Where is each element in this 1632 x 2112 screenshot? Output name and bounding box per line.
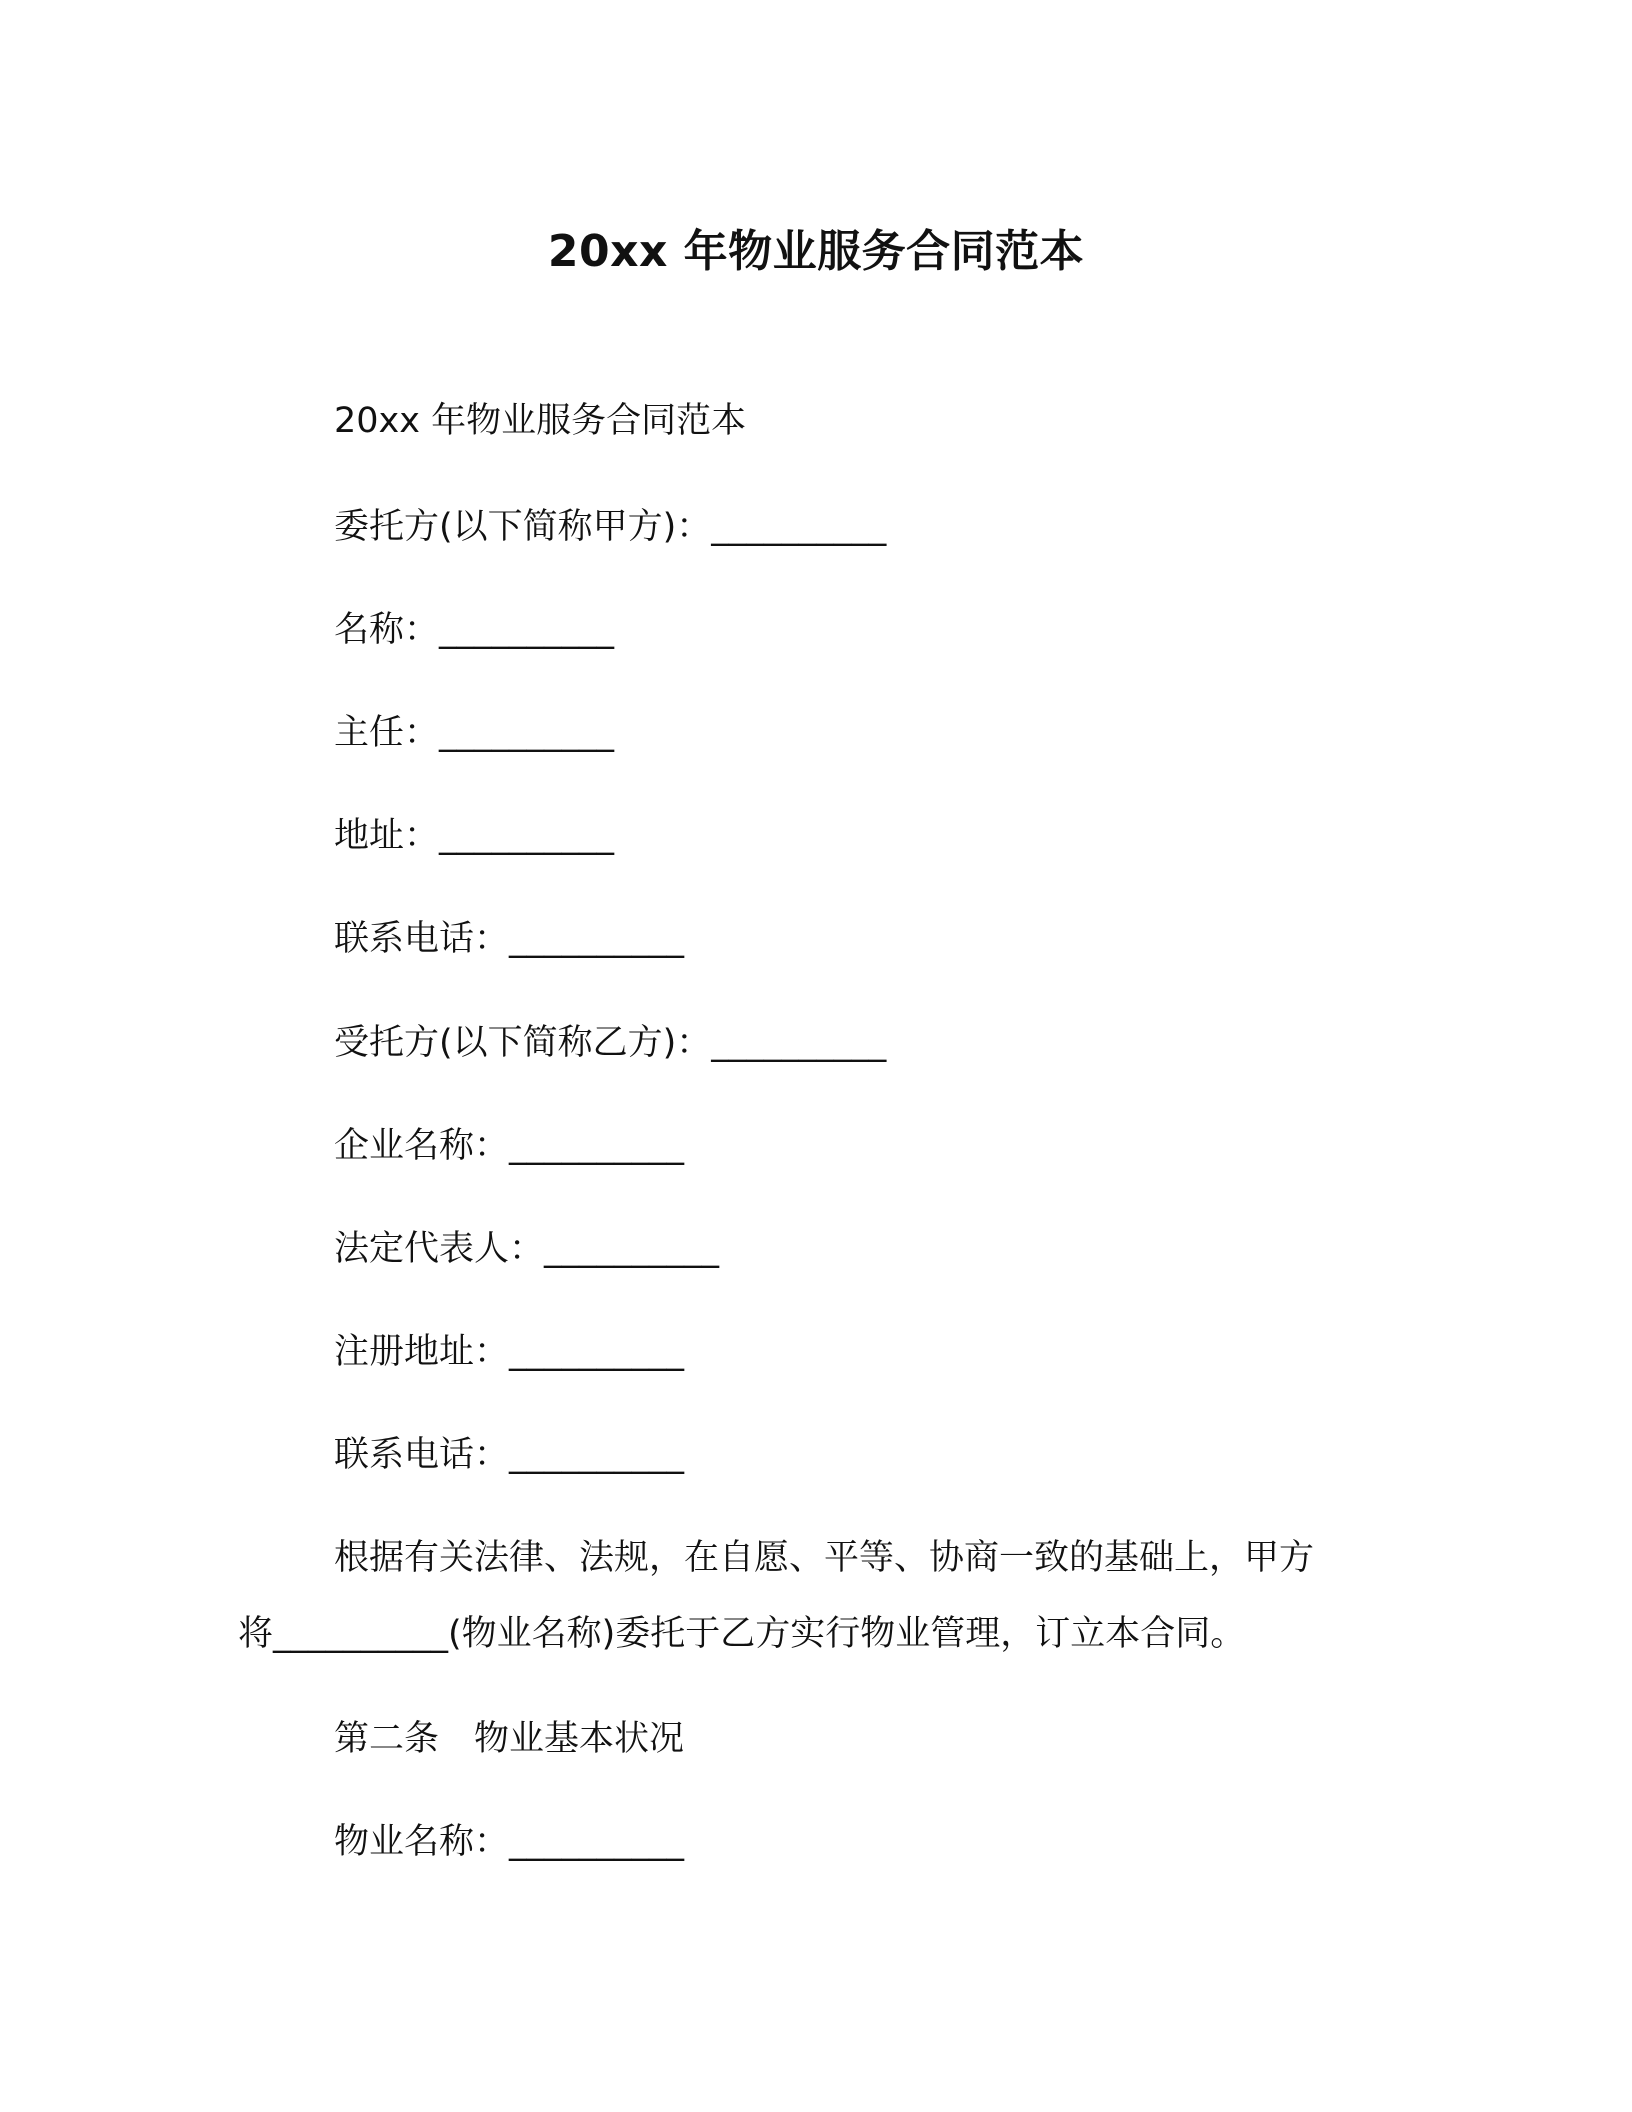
article-heading: 第二条 物业基本状况: [334, 1719, 685, 1759]
registered-address-line: 注册地址：__________: [334, 1332, 685, 1372]
client-director-line: 主任：__________: [334, 713, 615, 753]
client-name-line: 名称：__________: [334, 610, 615, 650]
contractor-phone-line: 联系电话：__________: [334, 1435, 685, 1475]
property-name-line: 物业名称：__________: [334, 1822, 685, 1862]
contractor-party-line: 受托方(以下简称乙方)：__________: [334, 1023, 887, 1063]
preamble-paragraph: [238, 1533, 1378, 1659]
company-name-line: 企业名称：__________: [334, 1126, 685, 1166]
preamble-line-2: 将__________(物业名称)委托于乙方实行物业管理，订立本合同。: [238, 1614, 1246, 1654]
subtitle-line: 20xx 年物业服务合同范本: [334, 401, 747, 441]
legal-representative-line: 法定代表人：__________: [334, 1229, 720, 1269]
document-title: 20xx 年物业服务合同范本: [547, 226, 1085, 277]
client-phone-line: 联系电话：__________: [334, 919, 685, 959]
client-address-line: 地址：__________: [334, 816, 615, 856]
preamble-line-1: 根据有关法律、法规，在自愿、平等、协商一致的基础上，甲方: [334, 1538, 1315, 1578]
client-party-line: 委托方(以下简称甲方)：__________: [334, 507, 887, 547]
